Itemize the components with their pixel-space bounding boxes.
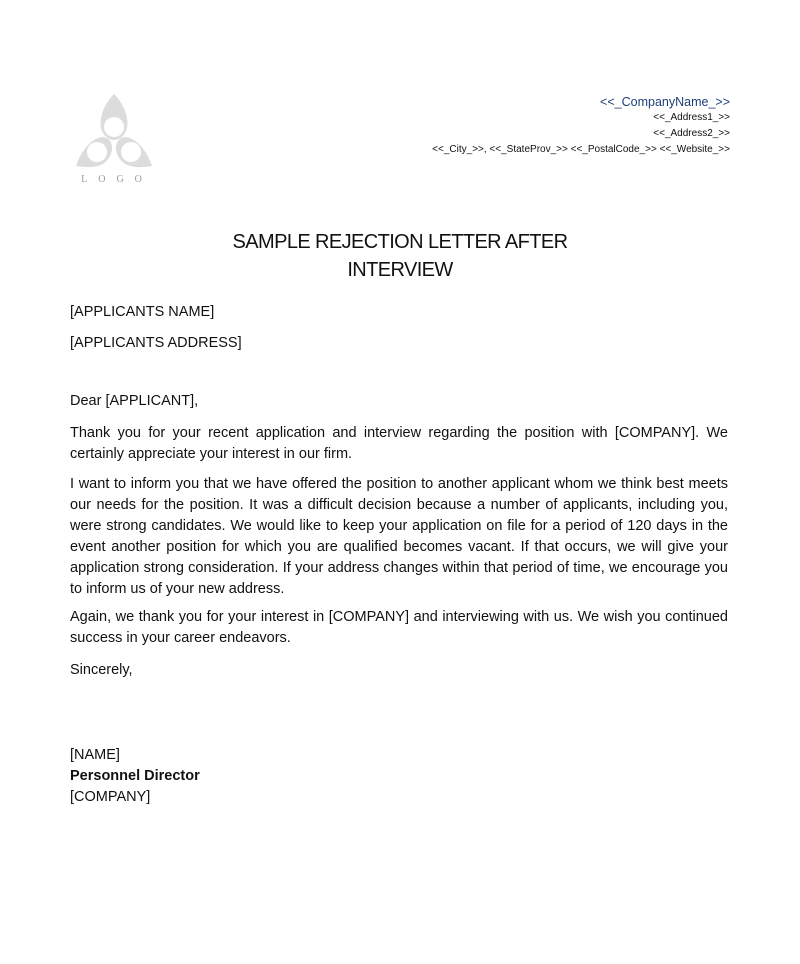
signature-title: Personnel Director <box>70 768 200 784</box>
company-name: <<_CompanyName_>> <box>600 95 730 109</box>
title-line-1: SAMPLE REJECTION LETTER AFTER <box>232 231 568 253</box>
salutation: Dear [APPLICANT], <box>70 393 199 409</box>
signature-company: [COMPANY] <box>70 789 151 805</box>
recipient-name: [APPLICANTS NAME] <box>70 304 215 320</box>
address-line-2: <<_Address2_>> <box>653 128 730 139</box>
city-state-postal-website: <<_City_>>, <<_StateProv_>> <<_PostalCode_>> <<_Website_>> <box>432 144 730 155</box>
company-header <box>432 94 730 158</box>
page-title <box>0 228 800 284</box>
logo-icon <box>74 92 154 172</box>
recipient-address: [APPLICANTS ADDRESS] <box>70 335 242 351</box>
company-logo <box>74 92 154 188</box>
address-line-1: <<_Address1_>> <box>653 112 730 123</box>
body-paragraph-1: Thank you for your recent application and interview regarding the position with [COMPANY]. We certainly appreciate your interest in our firm. <box>70 425 728 462</box>
body-paragraph-2: I want to inform you that we have offered the position to another applicant whom we think best meets our needs for the position. It was a difficult decision because a number of applicants, including you, were strong candidates. We would like to keep your application on file for a period of 120 days in the event another position for which you are qualified becomes vacant. If that occurs, we will give your application strong consideration. If your address changes within that period of time, we encourage you to inform us of your new address. <box>70 476 728 597</box>
body-paragraph-3: Again, we thank you for your interest in [COMPANY] and interviewing with us. We wish you continued success in your career endeavors. <box>70 609 728 646</box>
signature-name: [NAME] <box>70 747 120 763</box>
title-line-2: INTERVIEW <box>347 259 453 281</box>
closing: Sincerely, <box>70 662 133 678</box>
logo-text: LOGO <box>81 174 153 185</box>
